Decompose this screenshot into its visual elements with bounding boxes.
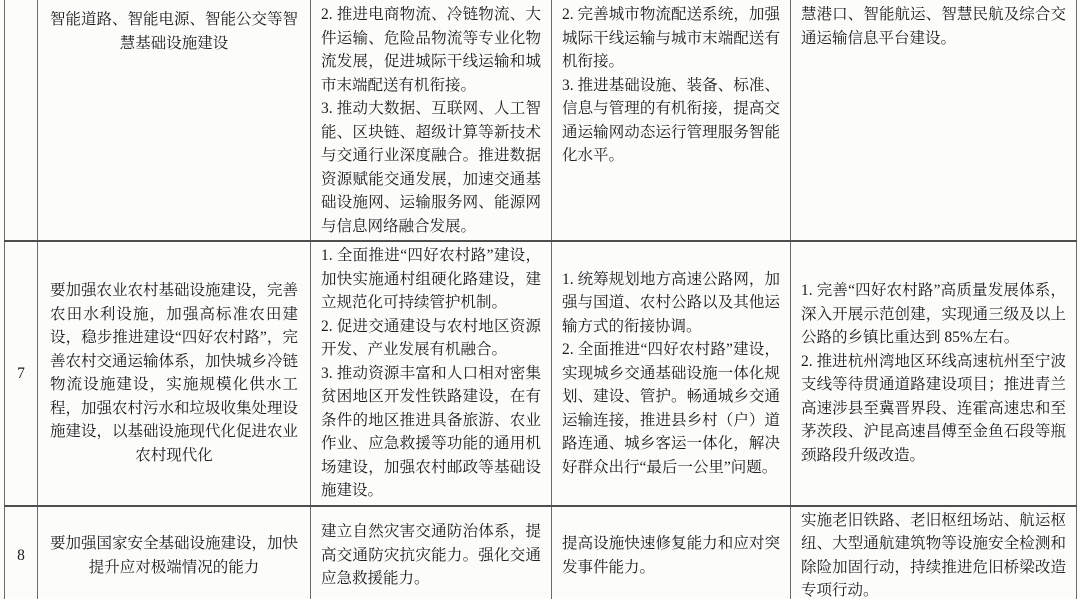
- table-row-7: [5, 241, 1077, 506]
- paragraph: 3. 推动大数据、互联网、人工智能、区块链、超级计算等新技术与交通行业深度融合。推进数据资源赋能交通发展，加速交通基础设施网、运输服务网、能源网与信息网络融合发展。: [321, 100, 541, 235]
- paragraph: 1. 完善“四好农村路”高质量发展体系，深入开展示范创建，实现通三级及以上公路的乡镇比重达到 85%左右。: [801, 282, 1066, 347]
- paragraph: 提高设施快速修复能力和应对突发事件能力。: [562, 535, 780, 576]
- paragraph: 实施老旧铁路、老旧枢纽场站、航运枢纽、大型通航建筑物等设施安全检测和除险加固行动，持续推进危旧桥梁改造专项行动。: [801, 511, 1066, 599]
- paragraph: 2. 促进交通建设与农村地区资源开发、产业发展有机融合。: [321, 317, 541, 358]
- row-number-cell: 7: [5, 241, 38, 506]
- paragraph: 2. 推进电商物流、冷链物流、大件运输、危险品物流等专业化物流发展，促进城际干线运输和城市末端配送有机衔接。: [321, 6, 541, 94]
- cell-goal-text: 要加强国家安全基础设施建设，加快提升应对极端情况的能力: [38, 506, 311, 599]
- paragraph: 2. 推进杭州湾地区环线高速杭州至宁波支线等待贯通道路建设项目；推进青兰高速涉县至冀晋界段、连霍高速忠和至茅茨段、沪昆高速昌傅至金鱼石段等瓶颈路段升级改造。: [801, 352, 1066, 464]
- table-row-6-continued: [5, 0, 1077, 241]
- paragraph: 慧港口、智能航运、智慧民航及综合交通运输信息平台建设。: [801, 6, 1066, 47]
- paragraph: 建立自然灾害交通防治体系，提高交通防灾抗灾能力。强化交通应急救援能力。: [321, 523, 541, 588]
- cell-requirements: [552, 241, 791, 506]
- cell-projects: [791, 506, 1077, 599]
- cell-goal-text: 要加强农业农村基础设施建设，完善农田水利设施，加强高标准农田建设，稳步推进建设“四好农村路”，完善农村交通运输体系，加快城乡冷链物流设施建设，实施规模化供水工程，加强农村污水和垃圾收集处理设施建设，以基础设施现代化促进农业农村现代化: [38, 241, 311, 506]
- paragraph: 2. 完善城市物流配送系统，加强城际干线运输与城市末端配送有机衔接。: [562, 6, 780, 70]
- cell-key-tasks: [311, 506, 552, 599]
- cell-key-tasks: [311, 241, 552, 506]
- cell-requirements: [552, 0, 791, 241]
- cell-projects: [791, 0, 1077, 241]
- paragraph: 3. 推动资源丰富和人口相对密集贫困地区开发性铁路建设，在有条件的地区推进具备旅游、农业作业、应急救援等功能的通用机场建设，加强农村邮政等基础设施建设。: [321, 364, 541, 499]
- paragraph: 1. 统筹规划地方高速公路网，加强与国道、农村公路以及其他运输方式的衔接协调。: [562, 270, 780, 335]
- policy-table: [4, 0, 1077, 599]
- cell-requirements: [552, 506, 791, 599]
- cell-projects: [791, 241, 1077, 506]
- paragraph: 3. 推进基础设施、装备、标准、信息与管理的有机衔接，提高交通运输网动态运行管理服务智能化水平。: [562, 76, 780, 164]
- paragraph: 2. 全面推进“四好农村路”建设，实现城乡交通基础设施一体化规划、建设、管护。畅通城乡交通运输连接，推进县乡村（户）道路连通、城乡客运一体化，解决好群众出行“最后一公里”问题。: [562, 341, 780, 476]
- cell-key-tasks: [311, 0, 552, 241]
- paragraph: 1. 全面推进“四好农村路”建设，加快实施通村组硬化路建设，建立规范化可持续管护机制。: [321, 247, 541, 311]
- row-number-cell: [5, 0, 38, 241]
- row-number-cell: 8: [5, 506, 38, 599]
- table-row-8: [5, 506, 1077, 599]
- cell-goal-text: 智能道路、智能电源、智能公交等智慧基础设施建设: [38, 0, 311, 241]
